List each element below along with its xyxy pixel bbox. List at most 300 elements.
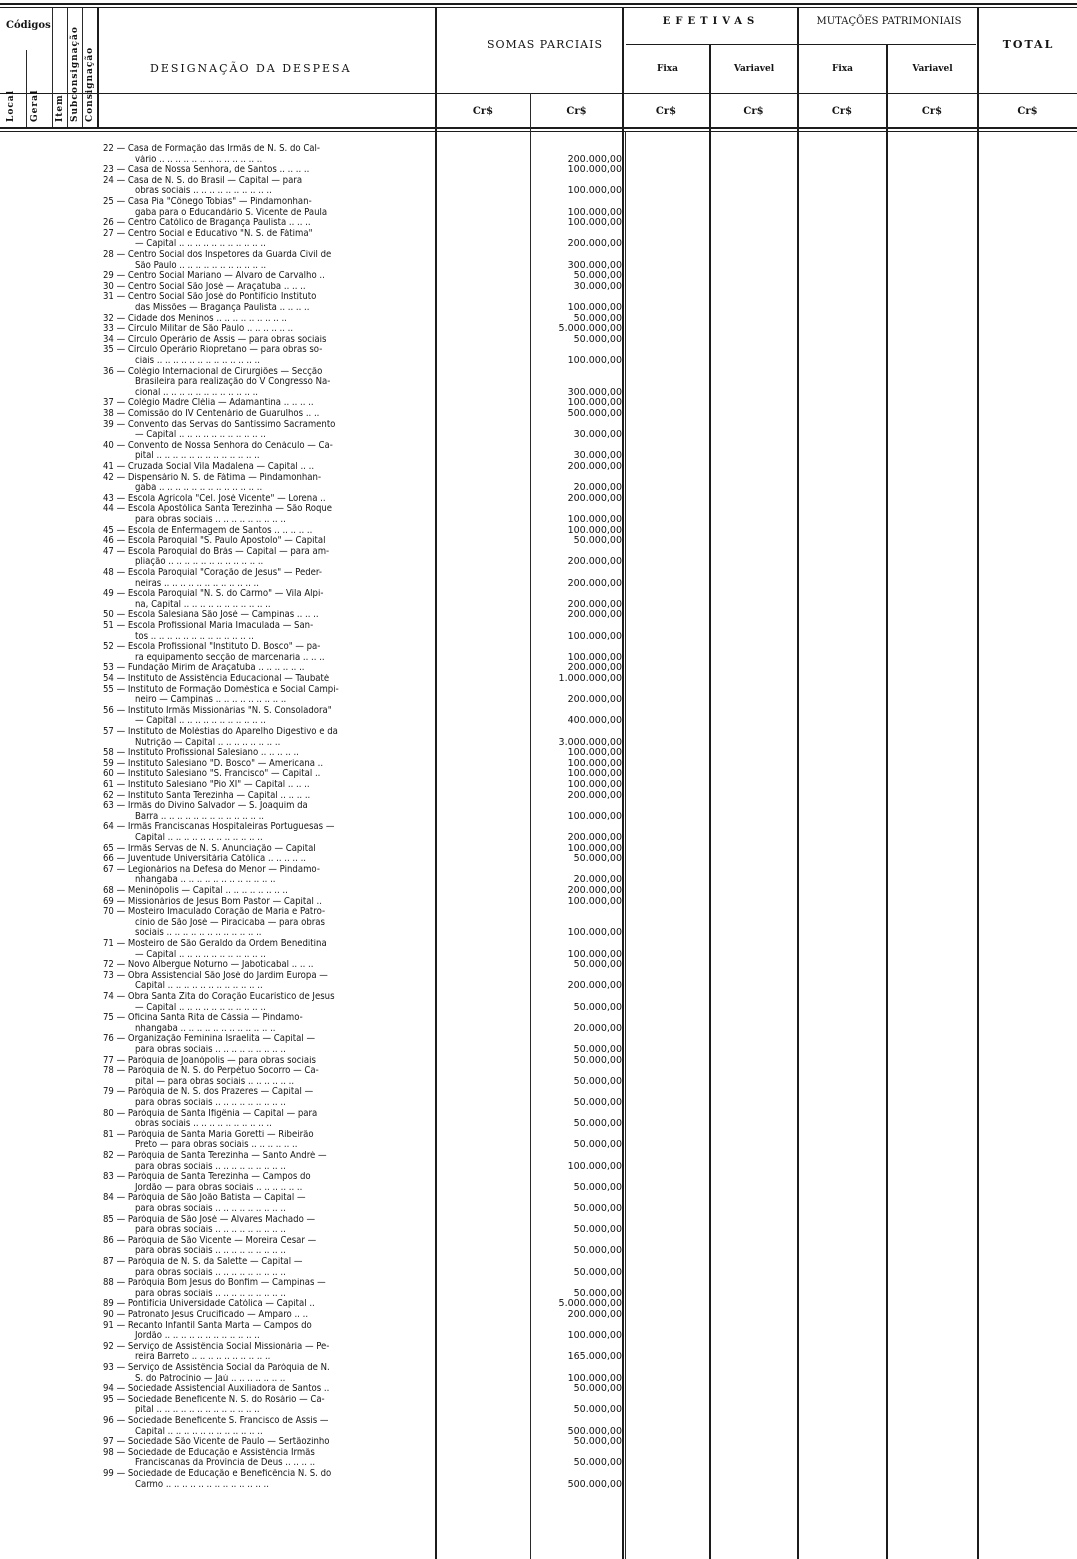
expense-designation (103, 218, 434, 229)
partial-sum-value: 165.000,00 (567, 1351, 622, 1363)
expense-designation (103, 663, 434, 674)
designation-line: Jordão — para obras sociais .. .. .. .. .. .. (135, 1182, 303, 1193)
expense-designation (103, 1342, 434, 1363)
col-geral-header: Geral (30, 89, 40, 122)
designation-line: 36 — Colégio Internacional de Cirurgiões — Secção (103, 366, 323, 377)
partial-sum-value: 5.000.000,00 (558, 1298, 622, 1310)
partial-sum-value: 500.000,00 (567, 1478, 622, 1490)
expense-designation (103, 759, 434, 770)
designation-line: S. do Patrocínio — Jaú .. .. .. .. .. .. .. (135, 1373, 286, 1384)
designation-line: 52 — Escola Profissional "Instituto D. Bosco" — pa- (103, 642, 321, 653)
partial-sum-value: 100.000,00 (567, 927, 622, 939)
designation-line: 89 — Pontifícia Universidade Católica — Capital .. (103, 1299, 315, 1310)
designation-line: 97 — Sociedade São Vicente de Paulo — Sertãozinho (103, 1437, 330, 1448)
designation-line: ra equipamento secção de marcenaria .. .. .. (135, 652, 325, 663)
mutacoes-fixa-header: Fixa (831, 64, 853, 74)
partial-sum-value: 200.000,00 (567, 238, 622, 250)
partial-sum-value: 500.000,00 (567, 408, 622, 419)
expense-designation (103, 780, 434, 791)
expense-designation (103, 250, 434, 271)
partial-sum-value: 200.000,00 (567, 556, 622, 568)
designation-line: 49 — Escola Paroquial "N. S. do Carmo" — Vila Alpi- (103, 589, 324, 600)
designation-line: 93 — Serviço de Assistência Social da Paróquia de N. (103, 1363, 330, 1373)
expense-designation (103, 685, 434, 706)
designation-line: 99 — Sociedade de Educação e Beneficência N. S. do (103, 1469, 332, 1479)
designation-line: nhangaba .. .. .. .. .. .. .. .. .. .. .. .. (135, 875, 276, 886)
expense-designation (103, 589, 434, 610)
expense-designation (103, 504, 434, 525)
designation-line: ciais .. .. .. .. .. .. .. .. .. .. .. .. .. (135, 355, 260, 366)
designation-line: para obras sociais .. .. .. .. .. .. .. .. .. (135, 1203, 286, 1214)
code-col-divider (52, 8, 53, 127)
efetivas-variavel-header: Variavel (733, 64, 775, 74)
designation-line: para obras sociais .. .. .. .. .. .. .. .. .. (135, 1225, 286, 1236)
partial-sum-value: 200.000,00 (567, 153, 622, 165)
expense-designation (103, 1299, 434, 1310)
designation-line: 37 — Colégio Madre Clélia — Adamantina .. .. .. .. (103, 398, 314, 409)
column-line (886, 44, 888, 1559)
expense-designation (103, 292, 434, 313)
expense-designation (103, 441, 434, 462)
designation-line: 94 — Sociedade Assistencial Auxiliadora de Santos .. (103, 1384, 330, 1395)
partial-sum-value: 100.000,00 (567, 757, 622, 769)
designation-line: Barra .. .. .. .. .. .. .. .. .. .. .. .. .. (135, 811, 265, 822)
designation-line: neiro — Campinas .. .. .. .. .. .. .. .. .. (135, 695, 287, 706)
expense-designation (103, 727, 434, 748)
designation-line: 47 — Escola Paroquial do Brás — Capital — para am- (103, 546, 330, 557)
partial-sum-value: 100.000,00 (567, 747, 622, 759)
expense-designation (103, 1172, 434, 1193)
designation-line: pliação .. .. .. .. .. .. .. .. .. .. .. .. (135, 557, 264, 568)
designation-line: 44 — Escola Apostólica Santa Terezinha — São Roque (103, 504, 333, 515)
partial-sum-value: 50.000,00 (573, 1075, 622, 1087)
designation-line: das Missões — Bragança Paulista .. .. .. .. (135, 302, 310, 313)
partial-sum-value: 50.000,00 (573, 1457, 622, 1469)
partial-sum-value: 200.000,00 (567, 694, 622, 706)
designation-line: 68 — Meninópolis — Capital .. .. .. .. .. .. .. .. (103, 886, 288, 896)
partial-sum-value: 100.000,00 (567, 1330, 622, 1342)
designation-line: 98 — Sociedade de Educação e Assistência Irmãs (103, 1447, 315, 1458)
designation-line: para obras sociais .. .. .. .. .. .. .. .. .. (135, 1267, 286, 1278)
expense-designation (103, 1437, 434, 1448)
partial-sum-value: 200.000,00 (567, 609, 622, 621)
designation-line: Carmo .. .. .. .. .. .. .. .. .. .. .. .. .. (135, 1479, 269, 1490)
expense-designation (103, 409, 434, 420)
expense-designation (103, 897, 434, 908)
expense-designation (103, 642, 434, 663)
expense-designation (103, 822, 434, 843)
designation-line: 25 — Casa Pia "Cônego Tobias" — Pindamonhan- (103, 197, 312, 207)
header-mid-rule (0, 93, 1077, 94)
partial-sum-value: 50.000,00 (573, 1118, 622, 1130)
designation-line: 95 — Sociedade Beneficente N. S. do Rosário — Ca- (103, 1394, 325, 1405)
partial-sum-value: 50.000,00 (573, 1436, 622, 1448)
expense-designation (103, 791, 434, 802)
expense-designation (103, 854, 434, 865)
expense-designation (103, 674, 434, 685)
code-col-divider (67, 8, 68, 127)
expense-designation (103, 971, 434, 992)
expense-designation (103, 420, 434, 441)
designation-line: São Paulo .. .. .. .. .. .. .. .. .. .. .. (135, 260, 267, 271)
designation-line: Capital .. .. .. .. .. .. .. .. .. .. .. .. (135, 981, 263, 992)
designation-line: 62 — Instituto Santa Terezinha — Capital .. .. .. .. (103, 790, 311, 801)
partial-sum-value: 100.000,00 (567, 524, 622, 536)
designation-line: obras sociais .. .. .. .. .. .. .. .. .. .. (135, 186, 272, 197)
header-bottom-rule-thin (0, 131, 1077, 132)
expense-designation (103, 229, 434, 250)
designation-line: 57 — Instituto de Moléstias do Aparelho Digestivo e da (103, 727, 338, 737)
designation-line: 35 — Círculo Operário Riopretano — para obras so- (103, 345, 323, 356)
expense-designation (103, 886, 434, 897)
partial-sum-value: 100.000,00 (567, 810, 622, 822)
designacao-header: DESIGNAÇÃO DA DESPESA (150, 62, 352, 75)
designation-line: 39 — Convento das Servas do Santíssimo Sacramento (103, 419, 336, 430)
col-local-header: Local (6, 89, 16, 122)
partial-sum-value: 50.000,00 (573, 1054, 622, 1066)
expense-designation (103, 1278, 434, 1299)
partial-sum-value: 400.000,00 (567, 715, 622, 727)
designation-line: 82 — Paróquia de Santa Terezinha — Santo André — (103, 1151, 327, 1161)
partial-sum-value: 500.000,00 (567, 1425, 622, 1437)
expense-designation (103, 621, 434, 642)
top-rule (0, 3, 1077, 5)
designation-line: 58 — Instituto Profissional Salesiano .. .. .. .. .. (103, 748, 299, 759)
partial-sum-value: 100.000,00 (567, 302, 622, 313)
partial-sum-value: 50.000,00 (573, 1203, 622, 1214)
designation-line: para obras sociais .. .. .. .. .. .. .. .. .. (135, 1097, 286, 1108)
designation-line: 43 — Escola Agrícola "Cel. José Vicente" — Lorena .. (103, 493, 326, 504)
designation-line: 45 — Escola de Enfermagem de Santos .. .. .. .. .. (103, 525, 313, 536)
designation-line: 70 — Mosteiro Imaculado Coração de Maria e Patro- (103, 907, 326, 918)
designation-line: 88 — Paróquia Bom Jesus do Bonfim — Campinas — (103, 1278, 326, 1289)
expense-designation (103, 1066, 434, 1087)
partial-sum-value: 100.000,00 (567, 779, 622, 790)
expense-designation (103, 907, 434, 939)
expense-designation (103, 748, 434, 759)
currency-header: Cr$ (566, 106, 587, 117)
expense-designation (103, 1151, 434, 1172)
efetivas-rule (626, 44, 976, 45)
col-subconsignacao-header: Subconsignação (70, 26, 80, 122)
total-header: TOTAL (1002, 38, 1055, 51)
designation-line: 38 — Comissão do IV Centenário de Guarulhos .. .. (103, 409, 320, 419)
designation-line: para obras sociais .. .. .. .. .. .. .. .. .. (135, 1288, 286, 1299)
expense-designation (103, 844, 434, 855)
designation-line: 55 — Instituto de Formação Doméstica e Social Campi- (103, 684, 339, 695)
expense-designation (103, 1363, 434, 1384)
expense-designation (103, 1109, 434, 1130)
partial-sum-value: 300.000,00 (567, 259, 622, 271)
designation-line: — Capital .. .. .. .. .. .. .. .. .. .. .. (135, 716, 266, 727)
designation-line: neiras .. .. .. .. .. .. .. .. .. .. .. .. (135, 578, 259, 589)
designation-line: tos .. .. .. .. .. .. .. .. .. .. .. .. .. (135, 631, 254, 642)
designation-line: 79 — Paróquia de N. S. dos Prazeres — Capital — (103, 1087, 314, 1098)
partial-sum-value: 100.000,00 (567, 206, 622, 218)
expense-designation (103, 526, 434, 537)
expense-designation (103, 176, 434, 197)
designation-line: 42 — Dispensário N. S. de Fátima — Pindamonhan- (103, 472, 322, 483)
designation-line: 66 — Juventude Universitária Católica .. .. .. .. .. (103, 854, 306, 865)
partial-sum-value: 50.000,00 (573, 1001, 622, 1013)
partial-sum-value: 50.000,00 (573, 312, 622, 324)
column-line (977, 8, 979, 1559)
partial-sum-value: 50.000,00 (573, 1245, 622, 1257)
designation-line: 50 — Escola Salesiana São José — Campinas .. .. .. (103, 610, 319, 621)
partial-sum-value: 50.000,00 (573, 1287, 622, 1299)
designation-line: Preto — para obras sociais .. .. .. .. .. .. (135, 1140, 298, 1151)
partial-sum-value: 50.000,00 (573, 333, 622, 345)
column-line (622, 8, 624, 1559)
mutacoes-variavel-header: Variavel (912, 64, 953, 74)
partial-sum-value: 200.000,00 (567, 577, 622, 589)
designation-line: na, Capital .. .. .. .. .. .. .. .. .. .. .. (135, 599, 271, 610)
designation-line: 81 — Paróquia de Santa Maria Goretti — Ribeirão (103, 1129, 314, 1140)
designation-line: 29 — Centro Social Mariano — Alvaro de Carvalho .. (103, 271, 325, 282)
partial-sum-value: 50.000,00 (573, 1181, 622, 1193)
partial-sum-value: 100.000,00 (567, 355, 622, 366)
partial-sum-value: 100.000,00 (567, 164, 622, 176)
expense-designation (103, 769, 434, 780)
partial-sum-value: 3.000.000,00 (558, 736, 622, 748)
mutacoes-header: MUTAÇÕES PATRIMONIAIS (816, 16, 962, 27)
expense-designation (103, 706, 434, 727)
code-col-divider (26, 50, 27, 127)
expense-designation (103, 1193, 434, 1214)
expense-designation (103, 536, 434, 547)
partial-sum-value: 50.000,00 (573, 959, 622, 971)
designation-line: gaba .. .. .. .. .. .. .. .. .. .. .. .. .. (135, 483, 263, 494)
designation-line: 28 — Centro Social dos Inspetores da Guarda Civil de (103, 250, 332, 260)
expense-designation (103, 398, 434, 409)
partial-sum-value: 200.000,00 (567, 980, 622, 992)
partial-sum-value: 50.000,00 (573, 1383, 622, 1395)
partial-sum-value: 30.000,00 (573, 450, 622, 462)
expense-designation (103, 1321, 434, 1342)
expense-designation (103, 473, 434, 494)
partial-sum-value: 100.000,00 (567, 948, 622, 960)
expense-designation (103, 547, 434, 568)
expense-designation (103, 271, 434, 282)
column-line (625, 131, 626, 1559)
partial-sum-value: 100.000,00 (567, 768, 622, 780)
expense-designation (103, 1087, 434, 1108)
partial-sum-value: 5.000.000,00 (558, 323, 622, 335)
expense-designation (103, 1130, 434, 1151)
code-col-divider (82, 8, 83, 127)
designation-line: sociais .. .. .. .. .. .. .. .. .. .. .. .. (135, 928, 262, 939)
partial-sum-value: 100.000,00 (567, 397, 622, 409)
designation-line: 22 — Casa de Formação das Irmãs de N. S. do Cal- (103, 144, 320, 154)
partial-sum-value: 30.000,00 (573, 429, 622, 441)
currency-header: Cr$ (1017, 106, 1038, 117)
col-item-header: Item (55, 94, 65, 122)
expense-designation (103, 960, 434, 971)
designation-line: 77 — Paróquia de Joanópolis — para obras sociais (103, 1055, 316, 1066)
designation-line: 27 — Centro Social e Educativo "N. S. de Fátima" (103, 228, 313, 239)
designation-line: 56 — Instituto Irmãs Missionárias "N. S. Consoladora" (103, 705, 332, 716)
expense-designation (103, 494, 434, 505)
expense-designation (103, 1056, 434, 1067)
designation-line: 40 — Convento de Nossa Senhora do Cenáculo — Ca- (103, 440, 333, 451)
designation-line: 61 — Instituto Salesiano "Pio XI" — Capital .. .. .. (103, 780, 310, 790)
currency-header: Cr$ (921, 106, 943, 117)
partial-sum-value: 50.000,00 (573, 1044, 622, 1055)
partial-sum-value: 30.000,00 (573, 280, 622, 292)
expense-designation (103, 335, 434, 346)
designation-line: 85 — Paróquia de São José — Alvares Machado — (103, 1214, 316, 1225)
expense-designation (103, 1395, 434, 1416)
partial-sum-value: 100.000,00 (567, 217, 622, 229)
designation-line: 65 — Irmãs Servas de N. S. Anunciação — Capital (103, 843, 316, 854)
partial-sum-value: 50.000,00 (573, 1139, 622, 1151)
designation-line: 84 — Paróquia de São João Batista — Capital — (103, 1193, 306, 1204)
top-rule-thin (0, 7, 1077, 8)
designation-line: 92 — Serviço de Assistência Social Missionária — Pe- (103, 1341, 330, 1352)
expense-designation (103, 1384, 434, 1395)
designation-line: 76 — Organização Feminina Israelita — Capital — (103, 1034, 316, 1045)
designation-line: 86 — Paróquia de São Vicente — Moreira Cesar — (103, 1235, 317, 1246)
column-line (435, 8, 437, 1559)
designation-line: — Capital .. .. .. .. .. .. .. .. .. .. .. (135, 239, 266, 250)
designation-line: obras sociais .. .. .. .. .. .. .. .. .. .. (135, 1119, 272, 1130)
partial-sum-value: 100.000,00 (567, 895, 622, 907)
partial-sum-value: 20.000,00 (573, 1022, 622, 1034)
designation-line: 48 — Escola Paroquial "Coração de Jesus" — Peder- (103, 568, 322, 578)
designation-line: nhangaba .. .. .. .. .. .. .. .. .. .. .. .. (135, 1023, 276, 1034)
designation-line: 60 — Instituto Salesiano "S. Francisco" — Capital .. (103, 769, 321, 780)
expense-designation (103, 144, 434, 165)
designation-line: 51 — Escola Profissional Maria Imaculada — San- (103, 621, 314, 631)
designation-line: 31 — Centro Social São José do Pontifício Instituto (103, 292, 317, 303)
partial-sum-value: 20.000,00 (573, 482, 622, 494)
expense-designation (103, 992, 434, 1013)
expense-designation (103, 345, 434, 366)
designation-line: 67 — Legionários na Defesa do Menor — Pindamo- (103, 864, 320, 875)
expense-designation (103, 314, 434, 325)
partial-sum-value: 200.000,00 (567, 662, 622, 674)
code-col-divider (97, 8, 99, 127)
partial-sum-value: 100.000,00 (567, 514, 622, 525)
expense-designation (103, 1215, 434, 1236)
partial-sum-value: 200.000,00 (567, 492, 622, 504)
designation-line: reira Barreto .. .. .. .. .. .. .. .. .. .. (135, 1352, 271, 1363)
partial-sum-value: 50.000,00 (573, 1224, 622, 1236)
designation-line: para obras sociais .. .. .. .. .. .. .. .. .. (135, 1246, 286, 1257)
currency-header: Cr$ (472, 106, 494, 117)
designation-line: cínio de São José — Piracicaba — para obras (135, 917, 325, 928)
expense-designation (103, 367, 434, 399)
partial-sum-value: 200.000,00 (567, 885, 622, 896)
partial-sum-value: 200.000,00 (567, 789, 622, 801)
designation-line: 54 — Instituto de Assistência Educacional — Taubaté (103, 674, 330, 684)
designation-line: 72 — Novo Albergue Noturno — Jaboticabal .. .. .. (103, 960, 314, 971)
designation-line: 46 — Escola Paroquial "S. Paulo Apostolo" — Capital (103, 536, 326, 547)
designation-line: para obras sociais .. .. .. .. .. .. .. .. .. (135, 514, 286, 525)
header-bottom-rule (0, 127, 1077, 129)
expense-designation (103, 1310, 434, 1321)
designation-line: 30 — Centro Social São José — Araçatuba .. .. .. (103, 281, 306, 292)
designation-line: vário .. .. .. .. .. .. .. .. .. .. .. .. .. (135, 154, 263, 165)
currency-header: Cr$ (831, 106, 853, 117)
currency-header: Cr$ (743, 106, 764, 117)
expense-designation (103, 865, 434, 886)
partial-sum-value: 50.000,00 (573, 535, 622, 547)
designation-line: 90 — Patronato Jesus Crucificado — Amparo .. .. (103, 1310, 309, 1320)
expense-designation (103, 1448, 434, 1469)
expense-designation (103, 610, 434, 621)
partial-sum-value: 100.000,00 (567, 842, 622, 854)
designation-line: Capital .. .. .. .. .. .. .. .. .. .. .. .. (135, 832, 263, 843)
designation-line: 32 — Cidade dos Meninos .. .. .. .. .. .. .. .. .. (103, 313, 287, 324)
designation-line: para obras sociais .. .. .. .. .. .. .. .. .. (135, 1044, 286, 1055)
expense-designation (103, 1236, 434, 1257)
designation-line: Brasileira para realização do V Congresso Na- (135, 377, 331, 388)
expense-designation (103, 165, 434, 176)
designation-line: 87 — Paróquia de N. S. da Salette — Capital — (103, 1257, 303, 1267)
partial-sum-value: 1.000.000,00 (558, 673, 622, 684)
codigos-header: Códigos (6, 20, 51, 31)
designation-line: 63 — Irmãs do Divino Salvador — S. Joaquim da (103, 801, 308, 812)
expense-designation (103, 1034, 434, 1055)
designation-line: 91 — Recanto Infantil Santa Marta — Campos do (103, 1320, 312, 1331)
partial-sum-value: 50.000,00 (573, 1097, 622, 1108)
partial-sum-value: 100.000,00 (567, 651, 622, 663)
partial-sum-value: 50.000,00 (573, 1266, 622, 1278)
designation-line: 41 — Cruzada Social Vila Madalena — Capital .. .. (103, 462, 315, 472)
col-consignacao-header: Consignação (85, 46, 95, 122)
partial-sum-value: 200.000,00 (567, 461, 622, 472)
partial-sum-value: 50.000,00 (573, 853, 622, 865)
partial-sum-value: 50.000,00 (573, 1404, 622, 1416)
designation-line: — Capital .. .. .. .. .. .. .. .. .. .. .. (135, 1002, 266, 1013)
expense-designation (103, 801, 434, 822)
designation-line: Jordão .. .. .. .. .. .. .. .. .. .. .. .. (135, 1331, 260, 1342)
designation-line: 74 — Obra Santa Zita do Coração Eucarístico de Jesus (103, 992, 335, 1002)
efetivas-header: EFETIVAS (662, 16, 760, 27)
designation-line: 78 — Paróquia de N. S. do Perpétuo Socorro — Ca- (103, 1066, 319, 1077)
partial-sum-value: 100.000,00 (567, 1160, 622, 1172)
partial-sum-value: 50.000,00 (573, 270, 622, 282)
expense-designation (103, 1257, 434, 1278)
partial-sum-value: 100.000,00 (567, 185, 622, 197)
partial-sum-value: 200.000,00 (567, 1309, 622, 1320)
partial-sum-value: 100.000,00 (567, 1372, 622, 1384)
partial-sum-value: 20.000,00 (573, 874, 622, 886)
column-line (709, 44, 711, 1559)
designation-line: para obras sociais .. .. .. .. .. .. .. .. .. (135, 1161, 286, 1172)
designation-line: Nutrição — Capital .. .. .. .. .. .. .. .. (135, 737, 281, 748)
designation-line: 33 — Círculo Militar de São Paulo .. .. .. .. .. .. (103, 324, 294, 335)
partial-sum-value: 200.000,00 (567, 598, 622, 610)
designation-line: — Capital .. .. .. .. .. .. .. .. .. .. .. (135, 430, 266, 441)
designation-line: 59 — Instituto Salesiano "D. Bosco" — Americana .. (103, 758, 324, 769)
designation-line: cional .. .. .. .. .. .. .. .. .. .. .. .. (135, 387, 259, 398)
designation-line: 75 — Oficina Santa Rita de Cássia — Pindamo- (103, 1013, 303, 1024)
partial-sum-value: 300.000,00 (567, 386, 622, 398)
expense-designation (103, 1013, 434, 1034)
expense-designation (103, 568, 434, 589)
designation-line: Capital .. .. .. .. .. .. .. .. .. .. .. .. (135, 1426, 263, 1437)
designation-line: 73 — Obra Assistencial São José do Jardim Europa — (103, 970, 328, 981)
partial-sum-value: 100.000,00 (567, 630, 622, 642)
designation-line: gaba para o Educandário S. Vicente de Paula (135, 207, 328, 218)
designation-line: 96 — Sociedade Beneficente S. Francisco de Assis — (103, 1416, 329, 1426)
designation-line: 64 — Irmãs Franciscanas Hospitaleiras Portuguesas — (103, 822, 335, 833)
designation-line: pital — para obras sociais .. .. .. .. .. .. (135, 1076, 295, 1087)
designation-line: pital .. .. .. .. .. .. .. .. .. .. .. .. .. (135, 451, 260, 462)
expense-designation (103, 939, 434, 960)
